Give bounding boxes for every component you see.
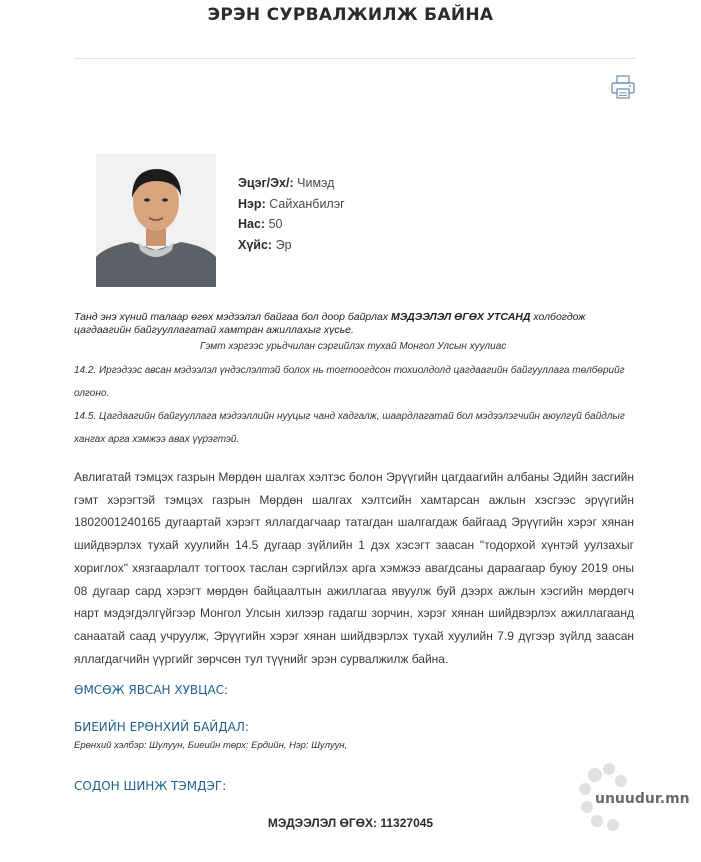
name-label: Нэр:	[238, 196, 266, 211]
age-label: Нас:	[238, 217, 266, 231]
father-row	[238, 173, 345, 194]
contact-phone[interactable]: 11327045	[380, 816, 434, 830]
gender-row	[238, 235, 345, 256]
father-value: Чимэд	[297, 176, 335, 190]
appearance-heading: БИЕИЙН ЕРӨНХИЙ БАЙДАЛ:	[74, 720, 249, 734]
appearance-detail: Ерөнхий хэлбэр: Шулуун, Биеийн төрх: Ердийн, Нэр: Шулуун,	[74, 740, 348, 751]
father-label: Эцэг/Эх/:	[238, 176, 294, 190]
page-title: ЭРЭН СУРВАЛЖИЛЖ БАЙНА	[207, 5, 494, 25]
contact-label: МЭДЭЭЛЭЛ ӨГӨХ:	[267, 816, 378, 830]
marks-heading: СОДОН ШИНЖ ТЭМДЭГ:	[74, 779, 227, 793]
notice-bold: МЭДЭЭЛЭЛ ӨГӨХ УТСАНД	[390, 311, 531, 323]
clause-14-5: 14.5. Цагдаагийн байгууллага мэдээллийн нууцыг чанд хадгалж, шаардлагатай бол мэдээлэгчийн аюулгүй байдлыг хангах арга хэмжээ авах үүрэгтэй.	[74, 411, 625, 445]
gender-value: Эр	[275, 237, 292, 252]
watermark-text: unuudur.mn	[595, 791, 690, 807]
case-description: Авлигатай тэмцэх газрын Мөрдөн шалгах хэлтэс болон Эрүүгийн цагдаагийн албаны Эдийн засгийн гэмт хэрэгтэй тэмцэх газрын Мөрдөн шалгах хэлтсийн хамтарсан ажлын хэсгээс эрүүгийн 1802001240165 дугаартай хэрэгт яллагдагчаар татагдан шалгагдаж байгаад Эрүүгийн хэрэг хянан шийдвэрлэх тухай хуулийн 14.5 дугаар зүйлийн 1 дэх хэсэгт заасан "тодорхой хүнтэй уулзахыг хориглох" хязгаарлалт тогтоох таслан сэргийлэх арга хэмжээ авагдсаны дараагаар буюу 2019 оны 08 дугаар сард хэрэгт мөрдөн байцаалтын ажиллагаа явуулж буй дээрх ажлын хэсгийн мөрдөгч нарт мэдэгдэлгүйгээр Монгол Улсын хилээр гадагш зорчин, хэрэг хянан шийдвэрлэх ажиллагаанд санаатай саад учруулж, Эрүүгийн хэрэг хянан шийдвэрлэх тухай хуулийн 7.9 дүгээр зүйлд заасан яллагдагчийн үүргийг зөрчсөн тул түүнийг эрэн сурвалжилж байна.	[74, 470, 634, 666]
person-photo	[96, 154, 216, 287]
clause-14-2: 14.2. Иргэдээс авсан мэдээлэл үндэслэлтэй болох нь тогтоогдсон тохиолдолд цагдаагийн байгууллага төлбөрийг олгоно.	[74, 365, 625, 399]
printer-icon	[610, 74, 636, 100]
title-divider	[74, 58, 636, 59]
gender-label: Хүйс:	[238, 237, 273, 252]
notice-text	[74, 311, 636, 336]
notice-after: холбогдож цагдаагийн байгууллагатай хамтран ажиллахыг хүсье.	[74, 311, 586, 336]
notice-before: Танд энэ хүний талаар өгөх мэдээлэл байгаа бол доор байрлах	[74, 311, 391, 323]
age-row	[238, 214, 345, 235]
clothing-heading: ӨМСӨЖ ЯВСАН ХУВЦАС:	[74, 683, 229, 697]
person-info	[238, 173, 345, 255]
name-value: Сайханбилэг	[269, 196, 345, 211]
age-value: 50	[268, 217, 283, 231]
law-title: Гэмт хэргээс урьдчилан сэргийлэх тухай Монгол Улсын хуулиас	[200, 341, 507, 352]
print-button[interactable]	[610, 74, 636, 100]
name-row	[238, 194, 345, 215]
